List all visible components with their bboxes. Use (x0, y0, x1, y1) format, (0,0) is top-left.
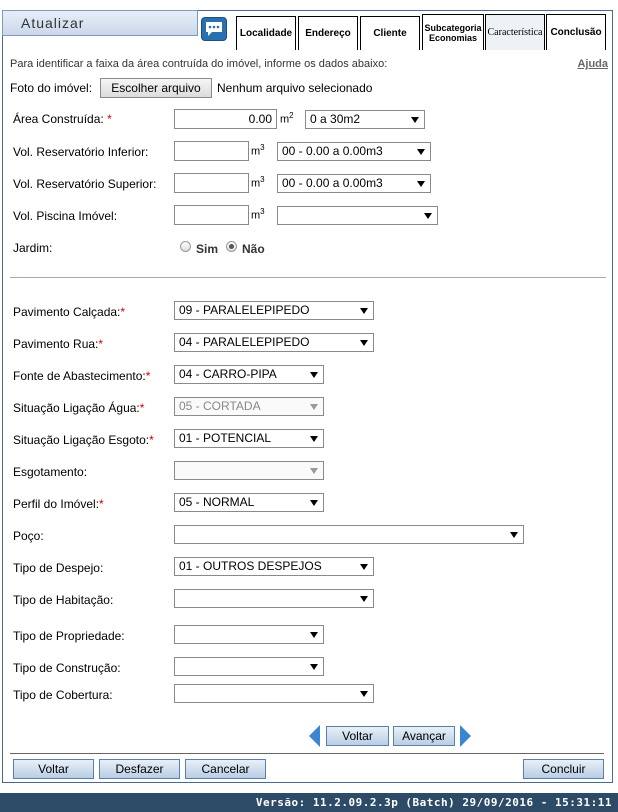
chevron-down-icon (310, 632, 318, 638)
tipo-propriedade-select[interactable] (174, 625, 324, 644)
unit-base: m (251, 209, 261, 222)
chevron-down-icon (424, 213, 432, 219)
situacao-agua-select (174, 397, 324, 416)
tab-caracteristica[interactable] (485, 14, 545, 50)
chevron-down-icon (310, 436, 318, 442)
select-value: 05 - NORMAL (179, 495, 255, 509)
instruction-text: Para identificar a faixa da área contruída do imóvel, informe os dados abaixo: (10, 58, 388, 70)
select-value: 0 a 30m2 (310, 112, 361, 126)
tipo-despejo-label: Tipo de Despejo: (13, 561, 104, 575)
chevron-down-icon (360, 340, 368, 346)
vol-superior-select[interactable] (277, 174, 431, 193)
area-unit (280, 111, 294, 126)
cancelar-button[interactable]: Cancelar (185, 759, 266, 779)
help-link[interactable]: Ajuda (577, 58, 608, 70)
jardim-nao-radio[interactable] (226, 241, 237, 252)
pavimento-rua-label (13, 337, 103, 351)
poco-select[interactable] (174, 525, 524, 544)
chevron-down-icon (417, 149, 425, 155)
field-label-text: Fonte de Abastecimento: (13, 369, 146, 383)
actions-divider (10, 753, 604, 754)
esgotamento-select (174, 461, 324, 480)
unit-sup: 3 (260, 207, 265, 216)
select-value: 05 - CORTADA (179, 399, 261, 413)
vol-piscina-label: Vol. Piscina Imóvel: (13, 209, 118, 223)
choose-file-button[interactable]: Escolher arquivo (100, 78, 212, 98)
vol-piscina-input[interactable] (174, 205, 249, 225)
nav-next-button[interactable]: Avançar (393, 726, 455, 746)
vol-superior-unit (251, 175, 265, 190)
required-mark: * (145, 369, 151, 383)
chevron-down-icon (360, 308, 368, 314)
tipo-cobertura-label: Tipo de Cobertura: (13, 688, 113, 702)
vol-piscina-select[interactable] (277, 206, 438, 225)
required-mark: * (120, 305, 126, 319)
concluir-button[interactable]: Concluir (523, 759, 604, 779)
unit-base: m (251, 145, 261, 158)
select-value: 01 - OUTROS DESPEJOS (179, 559, 322, 573)
chevron-down-icon (360, 596, 368, 602)
unit-base: m (280, 113, 290, 126)
chevron-down-icon (360, 564, 368, 570)
tab-localidade[interactable] (236, 16, 296, 50)
jardim-nao-label: Não (242, 242, 265, 256)
jardim-label: Jardim: (13, 241, 53, 255)
section-divider (10, 277, 606, 278)
chevron-down-icon (310, 664, 318, 670)
field-label-text: Pavimento Calçada: (13, 305, 121, 319)
unit-sup: 3 (260, 143, 265, 152)
unit-base: m (251, 177, 261, 190)
chevron-down-icon (310, 500, 318, 506)
vol-superior-label: Vol. Reservatório Superior: (13, 177, 157, 191)
situacao-agua-label (13, 401, 144, 415)
vol-superior-input[interactable] (174, 173, 249, 193)
perfil-imovel-label (13, 497, 104, 511)
perfil-imovel-select[interactable] (174, 493, 324, 512)
window-titlebar (2, 10, 198, 36)
select-value: 01 - POTENCIAL (179, 431, 272, 445)
select-value: 04 - PARALELEPIPEDO (179, 335, 310, 349)
vol-piscina-unit (251, 207, 265, 222)
select-value: 04 - CARRO-PIPA (179, 367, 277, 381)
field-label-text: Perfil do Imóvel: (13, 497, 100, 511)
tipo-construcao-label: Tipo de Construção: (13, 661, 121, 675)
tab-label: Subcategoria Economias (424, 22, 482, 43)
tab-label: Endereço (305, 27, 351, 39)
chevron-down-icon (310, 468, 318, 474)
area-label (13, 112, 112, 126)
vol-inferior-select[interactable] (277, 142, 431, 161)
vol-inferior-label: Vol. Reservatório Inferior: (13, 145, 149, 159)
fonte-abastecimento-label (13, 369, 150, 383)
tipo-construcao-select[interactable] (174, 657, 324, 676)
tipo-habitacao-label: Tipo de Habitação: (13, 593, 114, 607)
required-mark: * (149, 433, 154, 447)
tipo-habitacao-select[interactable] (174, 589, 374, 608)
prev-arrow-icon[interactable] (309, 725, 320, 747)
jardim-sim-label: Sim (196, 242, 219, 256)
required-mark: * (98, 337, 104, 351)
window-title: Atualizar (21, 15, 85, 31)
tab-label: Cliente (373, 27, 407, 39)
photo-label: Foto do imóvel: (10, 81, 93, 95)
unit-sup: 3 (260, 175, 265, 184)
tab-conclusao[interactable] (546, 14, 606, 50)
nav-back-button[interactable]: Voltar (326, 726, 389, 746)
file-status: Nenhum arquivo selecionado (217, 81, 373, 95)
chevron-down-icon (411, 117, 419, 123)
area-label-text: Área Construída: (13, 112, 104, 126)
tab-label: Localidade (239, 27, 293, 39)
esgotamento-label: Esgotamento: (13, 465, 88, 479)
situacao-esgoto-select[interactable] (174, 429, 324, 448)
tab-cliente[interactable] (360, 16, 420, 50)
chevron-down-icon (360, 691, 368, 697)
fonte-abastecimento-select[interactable] (174, 365, 324, 384)
select-value: 00 - 0.00 a 0.00m3 (282, 144, 383, 158)
vol-inferior-input[interactable] (174, 141, 249, 161)
select-value: 09 - PARALELEPIPEDO (179, 303, 310, 317)
jardim-sim-radio[interactable] (180, 241, 191, 252)
version-footer: Versão: 11.2.09.2.3p (Batch) 29/09/2016 - 15:31:11 (0, 793, 618, 812)
required-mark: * (107, 112, 112, 126)
tab-label: Conclusão (550, 26, 602, 38)
vol-inferior-unit (251, 143, 265, 158)
pavimento-calcada-select[interactable] (174, 301, 374, 320)
chevron-down-icon (510, 532, 518, 538)
next-arrow-icon[interactable] (460, 725, 471, 747)
chevron-down-icon (310, 404, 318, 410)
tipo-cobertura-select[interactable] (174, 684, 374, 703)
field-label-text: Situação Ligação Água: (13, 401, 140, 415)
unit-sup: 2 (289, 111, 294, 120)
field-label-text: Situação Ligação Esgoto: (13, 433, 150, 447)
tipo-despejo-select[interactable] (174, 557, 374, 576)
area-input[interactable]: 0.00 (174, 109, 277, 129)
chevron-down-icon (310, 372, 318, 378)
voltar-button[interactable]: Voltar (13, 759, 94, 779)
poco-label: Poço: (13, 529, 44, 543)
tab-subcategoria-economias[interactable] (422, 14, 484, 50)
field-label-text: Pavimento Rua: (13, 337, 99, 351)
desfazer-button[interactable]: Desfazer (99, 759, 180, 779)
tab-label: Característica (487, 26, 543, 38)
situacao-esgoto-label (13, 433, 154, 447)
area-range-select[interactable] (305, 110, 425, 129)
pavimento-rua-select[interactable] (174, 333, 374, 352)
select-value: 00 - 0.00 a 0.00m3 (282, 176, 383, 190)
required-mark: * (99, 497, 104, 511)
chevron-down-icon (417, 181, 425, 187)
tipo-propriedade-label: Tipo de Propriedade: (13, 629, 125, 643)
pavimento-calcada-label (13, 305, 125, 319)
tab-endereco[interactable] (298, 16, 358, 50)
required-mark: * (139, 401, 145, 415)
chat-icon[interactable] (201, 17, 227, 41)
